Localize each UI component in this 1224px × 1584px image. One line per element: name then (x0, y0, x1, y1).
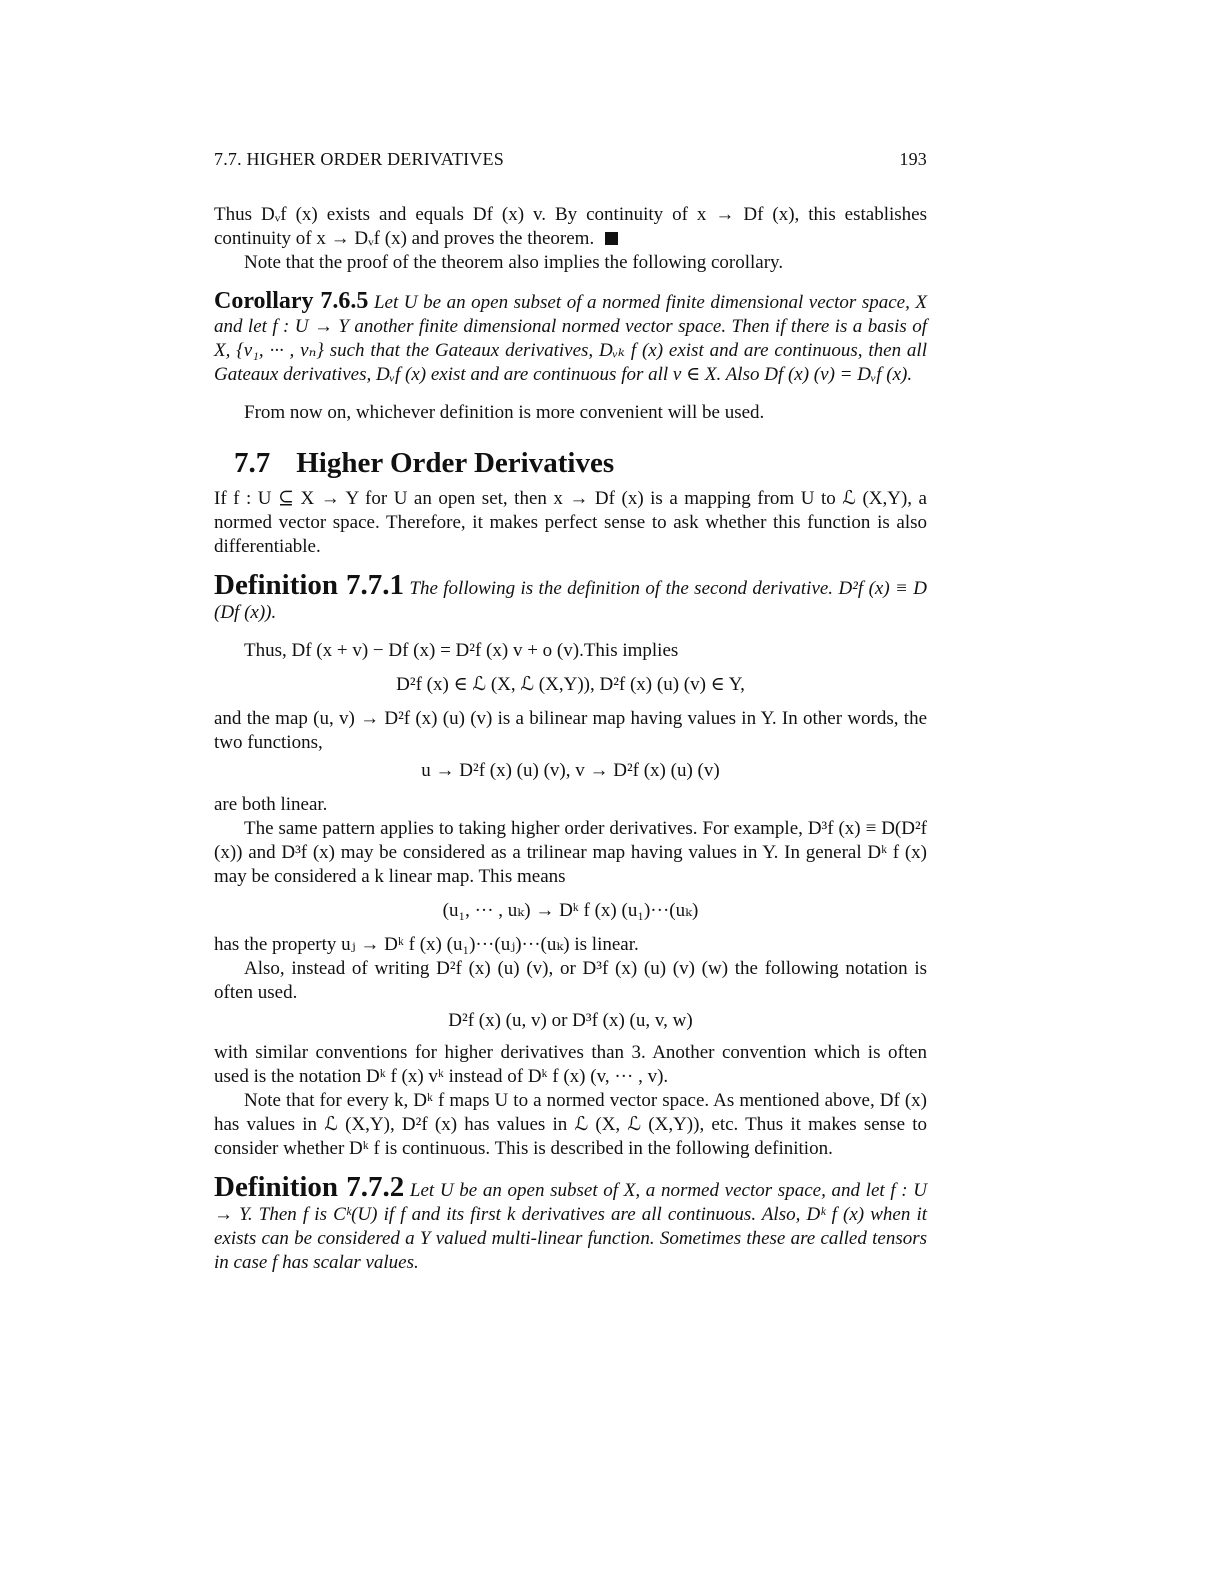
corollary-text: Let U be an open subset of a normed finite dimensional vector space, X and let f : U → Y another finite dimensional normed vector space. Then if there is a basis of X, {v₁, ··· , vₙ} such that the Gateaux derivatives, Dᵥₖ f (x) exist and are continuous, then all Gateaux derivatives, Dᵥf (x) exist and are continuous for all v ∈ X. Also Df (x) (v) = Dᵥf (x). (214, 292, 928, 385)
paragraph-also-instead: Also, instead of writing D²f (x) (u) (v), or D³f (x) (u) (v) (w) the following notation is often used. (214, 958, 927, 1003)
definition-7-7-2-heading: Definition 7.7.2 (214, 1171, 405, 1203)
definition-7-7-1 (214, 569, 927, 625)
running-title: 7.7. HIGHER ORDER DERIVATIVES (214, 149, 504, 169)
equation-3: (u₁, ··· , uₖ) → Dᵏ f (x) (u₁)···(uₖ) (442, 900, 699, 921)
corollary-7-6-5 (214, 289, 927, 387)
corollary-heading: Corollary 7.6.5 (214, 288, 369, 314)
definition-7-7-2-text: Let U be an open subset of X, a normed vector space, and let f : U → Y. Then f is Cᵏ(U) if f and its first k derivatives are all continuous. Also, Dᵏ f (x) when it exists can be considered a Y valued multi-linear function. Sometimes these are called tensors in case f has scalar values. (214, 1180, 927, 1273)
running-header (214, 149, 927, 170)
section-heading (234, 447, 927, 479)
paragraph-property: has the property uⱼ → Dᵏ f (x) (u₁)···(uⱼ)···(uₖ) is linear. (214, 934, 639, 955)
page-number: 193 (899, 149, 927, 169)
equation-1: D²f (x) ∈ ℒ (X, ℒ (X,Y)), D²f (x) (u) (v) ∈ Y, (396, 674, 745, 695)
thus-line-2: continuity of x → Dᵥf (x) and proves the theorem. (214, 228, 595, 249)
paragraph-similar-conventions: with similar conventions for higher derivatives than 3. Another convention which is often used is the notation Dᵏ f (x) vᵏ instead of Dᵏ f (x) (v, ··· , v). (214, 1042, 927, 1087)
paragraph-corollary-intro: Note that the proof of the theorem also implies the following corollary. (244, 252, 784, 273)
thus-line-1: Thus Dᵥf (x) exists and equals Df (x) v. By continuity of x → Df (x), this establishes (214, 204, 927, 225)
section-number: 7.7 (234, 447, 271, 479)
section-title: Higher Order Derivatives (296, 447, 615, 479)
body-text (214, 203, 927, 1275)
equation-2: u → D²f (x) (u) (v), v → D²f (x) (u) (v) (421, 760, 720, 781)
paragraph-thus-df: Thus, Df (x + v) − Df (x) = D²f (x) v + o (v).This implies (244, 640, 679, 661)
paragraph-both-linear: are both linear. (214, 794, 328, 815)
paragraph-thus (214, 203, 927, 251)
definition-7-7-1-heading: Definition 7.7.1 (214, 569, 404, 601)
paragraph-from-now-on: From now on, whichever definition is more convenient will be used. (244, 402, 765, 423)
equation-4: D²f (x) (u, v) or D³f (x) (u, v, w) (448, 1010, 693, 1031)
definition-7-7-1-text: The following is the definition of the second derivative. D²f (x) ≡ D (Df (x)). (214, 578, 927, 623)
paragraph-same-pattern: The same pattern applies to taking higher order derivatives. For example, D³f (x) ≡ D(D²f (x)) and D³f (x) may be considered as a trilinear map having values in Y. In general Dᵏ f (x) may be considered a k linear map. This means (214, 818, 927, 887)
qed-icon (605, 232, 618, 245)
paragraph-bilinear: and the map (u, v) → D²f (x) (u) (v) is a bilinear map having values in Y. In other words, the two functions, (214, 708, 927, 753)
paragraph-if-f: If f : U ⊆ X → Y for U an open set, then x → Df (x) is a mapping from U to ℒ (X,Y), a normed vector space. Therefore, it makes perfect sense to ask whether this function is also differentiable. (214, 488, 927, 557)
paragraph-note-every-k: Note that for every k, Dᵏ f maps U to a normed vector space. As mentioned above, Df (x) has values in ℒ (X,Y), D²f (x) has values in ℒ (X, ℒ (X,Y)), etc. Thus it makes sense to consider whether Dᵏ f is continuous. This is described in the following definition. (214, 1090, 927, 1159)
definition-7-7-2 (214, 1171, 927, 1275)
